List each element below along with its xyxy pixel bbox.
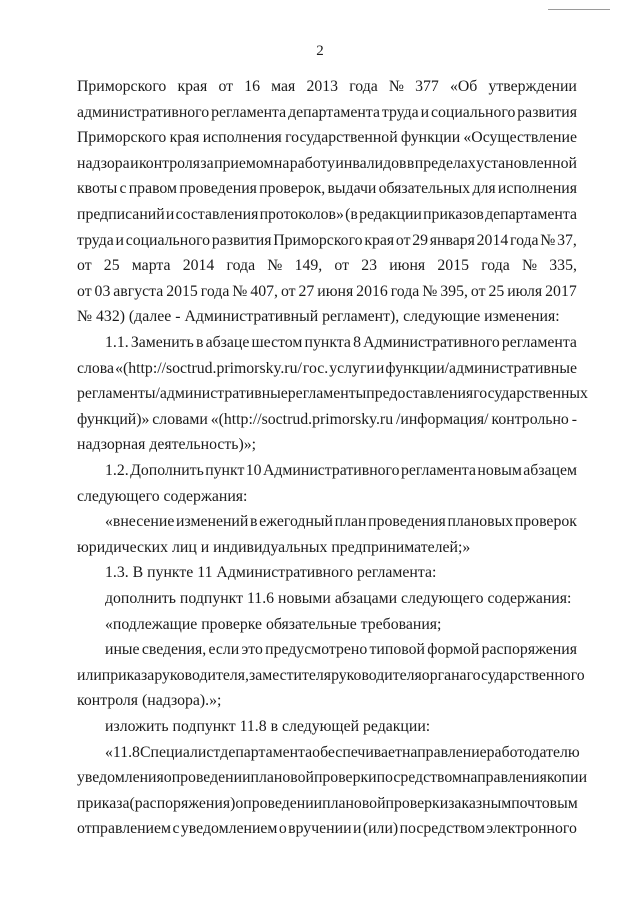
text-line: предписаний и составления протоколов» (в редакции приказов департамента — [77, 206, 577, 223]
text-line: отправлением с уведомлением о вручении и (или) посредством электронного — [77, 820, 577, 838]
text-line: функций)» словами «(http://soctrud.primorsky.ru /информация/ контрольно - — [77, 410, 577, 428]
text-line: уведомления о проведении плановой проверки посредством направления копии — [77, 769, 588, 787]
text-line: регламенты/ административные регламенты предоставления государственных — [77, 385, 588, 403]
text-line: иные сведения, если это предусмотрено типовой формой распоряжения — [105, 641, 577, 659]
text-line: контроля (надзора).»; — [77, 692, 222, 710]
text-line: изложить подпункт 11.8 в следующей редакции: — [105, 718, 431, 735]
text-line: от 03 августа 2015 года № 407, от 27 июня 2016 года № 395, от 25 июля 2017 — [77, 282, 577, 300]
text-line: 1.1. Заменить в абзаце шестом пункта 8 Административного регламента — [105, 334, 577, 351]
text-line: надзорная деятельность)»; — [77, 436, 257, 454]
text-line: слова «(http://soctrud.primorsky.ru/ гос. услуги и функции/административные — [77, 359, 577, 377]
text-line: Приморского края исполнения государственной функции «Осуществление — [77, 129, 577, 147]
text-line: надзора и контроля за приемом на работу инвалидов в пределах установленной — [77, 154, 577, 172]
text-line: 1.2. Дополнить пункт 10 Административного регламента новым абзацем — [105, 462, 577, 479]
page-number: 2 — [316, 43, 324, 59]
text-line: Приморского края от 16 мая 2013 года № 377 «Об утверждении — [77, 78, 577, 95]
text-line: труда и социального развития Приморского края от 29 января 2014 года № 37, — [77, 231, 577, 249]
text-line: административного регламента департамента труда и социального развития — [77, 103, 577, 121]
text-line: дополнить подпункт 11.6 новыми абзацами следующего содержания: — [105, 590, 572, 607]
text-line: юридических лиц и индивидуальных предпринимателей;» — [77, 538, 471, 556]
text-line: приказа (распоряжения) о проведении плановой проверки заказным почтовым — [77, 794, 578, 812]
text-line: «внесение изменений в ежегодный план проведения плановых проверок — [105, 513, 577, 531]
text-line: следующего содержания: — [77, 487, 248, 505]
text-line: № 432) (далее - Административный регламент), следующие изменения: — [77, 308, 560, 326]
text-line: или приказа руководителя, заместителя руководителя органа государственного — [77, 666, 585, 684]
text-line: «11.8 Специалист департамента обеспечивает направление работодателю — [105, 743, 580, 761]
text-line: 1.3. В пункте 11 Административного регламента: — [105, 564, 437, 582]
text-line: от 25 марта 2014 года № 149, от 23 июня 2015 года № 335, — [77, 257, 577, 275]
scan-edge-mark — [548, 9, 610, 10]
text-line: квоты с правом проведения проверок, выдачи обязательных для исполнения — [77, 180, 577, 198]
text-line: «подлежащие проверке обязательные требования; — [105, 615, 442, 633]
